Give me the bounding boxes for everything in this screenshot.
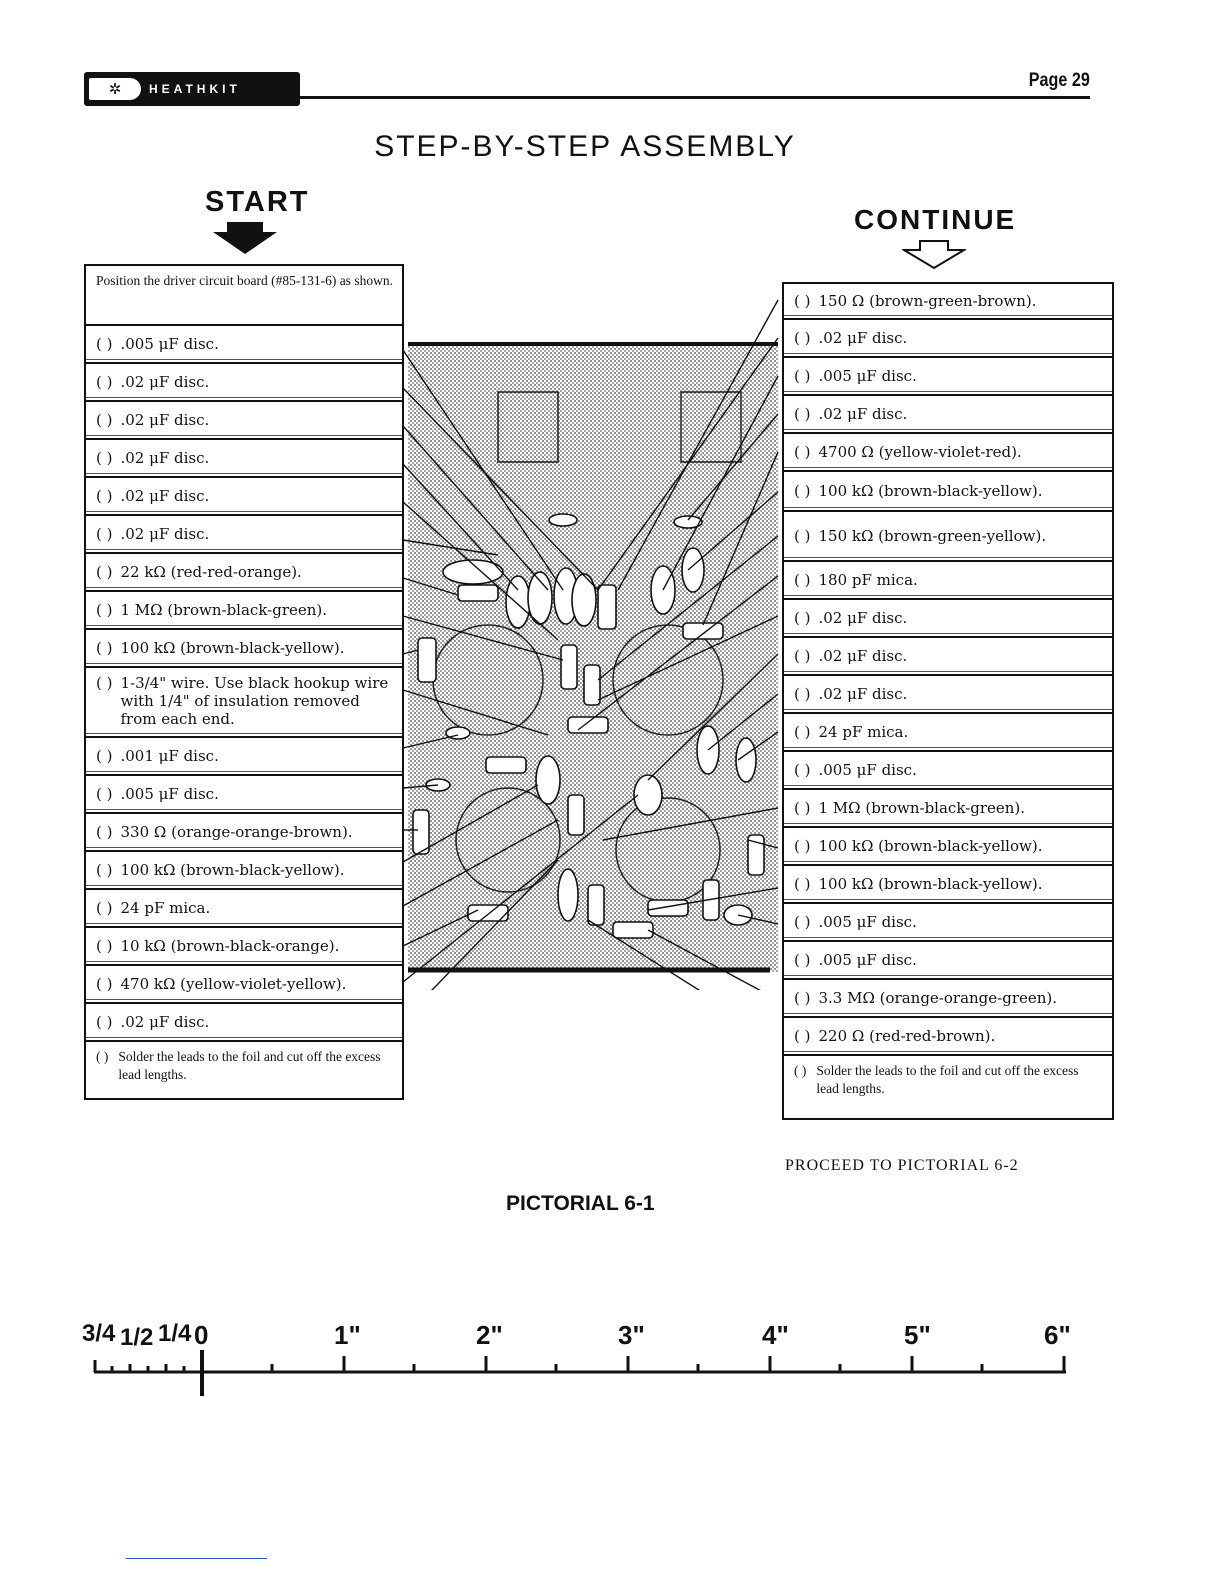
step-text: .005 μF disc.: [120, 785, 219, 803]
step-item[interactable]: [86, 592, 402, 630]
step-item[interactable]: [86, 364, 402, 402]
start-arrow-icon: [213, 222, 277, 254]
step-item[interactable]: [784, 942, 1112, 980]
atom-emblem-icon: ✲: [89, 78, 141, 100]
step-text: .005 μF disc.: [818, 367, 917, 385]
circuit-board-pictorial: [398, 260, 784, 990]
step-checkbox[interactable]: ( ): [794, 1027, 811, 1045]
step-text: 1 MΩ (brown-black-green).: [818, 799, 1026, 817]
step-item[interactable]: [784, 1056, 1112, 1120]
step-checkbox[interactable]: ( ): [794, 723, 811, 741]
step-text: 220 Ω (red-red-brown).: [818, 1027, 996, 1045]
ruler-inch-label: 0: [194, 1320, 209, 1350]
step-item[interactable]: [86, 668, 402, 738]
ruler-inch-label: 5": [904, 1320, 931, 1350]
ruler-fraction-label: 1/2: [120, 1324, 154, 1351]
step-checkbox[interactable]: ( ): [794, 482, 811, 500]
inch-ruler: [82, 1320, 1092, 1400]
step-text: .005 μF disc.: [120, 335, 219, 353]
step-item[interactable]: [86, 266, 402, 326]
step-item[interactable]: [784, 828, 1112, 866]
step-item[interactable]: [86, 478, 402, 516]
ruler-fraction-label: 3/4: [82, 1320, 116, 1347]
step-text: .02 μF disc.: [120, 449, 210, 467]
step-checkbox[interactable]: ( ): [96, 899, 113, 917]
step-checkbox[interactable]: ( ): [96, 861, 113, 879]
step-text: 3.3 MΩ (orange-orange-green).: [818, 989, 1058, 1007]
step-text: 100 kΩ (brown-black-yellow).: [120, 639, 345, 657]
step-item[interactable]: [86, 1004, 402, 1042]
continue-arrow-icon: [902, 240, 966, 270]
step-text: Solder the leads to the foil and cut off the excess lead lengths.: [118, 1049, 381, 1082]
step-item[interactable]: [784, 676, 1112, 714]
step-item[interactable]: [86, 402, 402, 440]
step-item[interactable]: [784, 320, 1112, 358]
step-text: 470 kΩ (yellow-violet-yellow).: [120, 975, 347, 993]
step-text: 150 Ω (brown-green-brown).: [818, 292, 1037, 310]
step-item[interactable]: [86, 928, 402, 966]
page-title: STEP-BY-STEP ASSEMBLY: [374, 130, 796, 163]
ruler-inch-label: 1": [334, 1320, 361, 1350]
step-item[interactable]: [86, 966, 402, 1004]
step-item[interactable]: [784, 752, 1112, 790]
step-checkbox[interactable]: ( ): [96, 823, 113, 841]
step-text: .02 μF disc.: [818, 329, 908, 347]
step-text: .02 μF disc.: [120, 373, 210, 391]
step-item[interactable]: [784, 562, 1112, 600]
step-item[interactable]: [784, 396, 1112, 434]
step-item[interactable]: [86, 630, 402, 668]
step-text: Solder the leads to the foil and cut off the excess lead lengths.: [816, 1063, 1079, 1096]
step-checkbox[interactable]: ( ): [794, 761, 811, 779]
step-item[interactable]: [86, 1042, 402, 1100]
step-text: .02 μF disc.: [120, 411, 210, 429]
step-checkbox[interactable]: ( ): [96, 449, 113, 467]
step-checkbox[interactable]: ( ): [794, 1063, 807, 1078]
step-item[interactable]: [86, 814, 402, 852]
step-text: 1 MΩ (brown-black-green).: [120, 601, 328, 619]
step-text: 100 kΩ (brown-black-yellow).: [818, 482, 1043, 500]
step-text: 100 kΩ (brown-black-yellow).: [818, 837, 1043, 855]
step-item[interactable]: [784, 790, 1112, 828]
step-checkbox[interactable]: ( ): [96, 1049, 109, 1064]
pictorial-caption: PICTORIAL 6-1: [506, 1192, 655, 1215]
step-text: .02 μF disc.: [818, 405, 908, 423]
step-text: .02 μF disc.: [120, 487, 210, 505]
step-checkbox[interactable]: ( ): [96, 487, 113, 505]
step-item[interactable]: [86, 852, 402, 890]
step-item[interactable]: [86, 440, 402, 478]
step-text: 10 kΩ (brown-black-orange).: [120, 937, 340, 955]
step-item[interactable]: [784, 980, 1112, 1018]
header-rule: [296, 96, 1090, 99]
step-text: 180 pF mica.: [818, 571, 918, 589]
step-item[interactable]: [784, 512, 1112, 562]
step-text: .001 μF disc.: [120, 747, 219, 765]
brand-name: HEATHKIT: [149, 82, 241, 96]
step-item[interactable]: [86, 326, 402, 364]
bottom-link-rule: [126, 1558, 267, 1559]
step-checkbox[interactable]: ( ): [794, 913, 811, 931]
step-text: 22 kΩ (red-red-orange).: [120, 563, 302, 581]
step-checkbox[interactable]: ( ): [794, 609, 811, 627]
step-text: .02 μF disc.: [120, 525, 210, 543]
step-checkbox[interactable]: ( ): [794, 837, 811, 855]
step-checkbox[interactable]: ( ): [794, 647, 811, 665]
proceed-note: PROCEED TO PICTORIAL 6-2: [785, 1157, 1019, 1174]
step-item[interactable]: [784, 638, 1112, 676]
step-checkbox[interactable]: ( ): [794, 571, 811, 589]
ruler-inch-label: 3": [618, 1320, 645, 1350]
step-checkbox[interactable]: ( ): [794, 799, 811, 817]
step-checkbox[interactable]: ( ): [794, 292, 811, 310]
step-checkbox[interactable]: ( ): [794, 405, 811, 423]
step-item[interactable]: [784, 434, 1112, 472]
step-item[interactable]: [784, 904, 1112, 942]
step-text: 24 pF mica.: [120, 899, 211, 917]
step-item[interactable]: [784, 866, 1112, 904]
step-checkbox[interactable]: ( ): [794, 367, 811, 385]
left-steps-column: [84, 264, 404, 1100]
ruler-fraction-label: 1/4: [158, 1320, 192, 1347]
step-checkbox[interactable]: ( ): [96, 411, 113, 429]
step-text: 100 kΩ (brown-black-yellow).: [818, 875, 1043, 893]
step-text: 1-3/4" wire. Use black hookup wire with 1/4" of insulation removed from each end.: [120, 674, 389, 728]
step-checkbox[interactable]: ( ): [96, 639, 113, 657]
step-checkbox[interactable]: ( ): [794, 443, 811, 461]
step-text: 330 Ω (orange-orange-brown).: [120, 823, 353, 841]
step-checkbox[interactable]: ( ): [96, 975, 113, 993]
ruler-inch-label: 6": [1044, 1320, 1071, 1350]
step-text: .005 μF disc.: [818, 951, 917, 969]
step-checkbox[interactable]: ( ): [96, 525, 113, 543]
step-text: 150 kΩ (brown-green-yellow).: [818, 527, 1047, 545]
page-number: Page 29: [1028, 70, 1090, 91]
step-checkbox[interactable]: ( ): [96, 601, 113, 619]
step-text: .005 μF disc.: [818, 761, 917, 779]
step-checkbox[interactable]: ( ): [794, 685, 811, 703]
step-checkbox[interactable]: ( ): [794, 875, 811, 893]
step-text: .02 μF disc.: [120, 1013, 210, 1031]
step-text: .02 μF disc.: [818, 685, 908, 703]
step-text: 24 pF mica.: [818, 723, 909, 741]
step-checkbox[interactable]: ( ): [794, 951, 811, 969]
step-item[interactable]: [86, 776, 402, 814]
step-text: 100 kΩ (brown-black-yellow).: [120, 861, 345, 879]
step-checkbox[interactable]: ( ): [96, 373, 113, 391]
step-text: .005 μF disc.: [818, 913, 917, 931]
heathkit-logo: [84, 72, 300, 106]
step-checkbox[interactable]: ( ): [794, 527, 811, 545]
step-item[interactable]: [784, 1018, 1112, 1056]
step-checkbox[interactable]: ( ): [96, 563, 113, 581]
step-checkbox[interactable]: ( ): [794, 989, 811, 1007]
step-item[interactable]: [784, 358, 1112, 396]
step-text: Position the driver circuit board (#85-131-6) as shown.: [96, 273, 393, 288]
right-steps-column: [782, 282, 1114, 1120]
step-checkbox[interactable]: ( ): [96, 747, 113, 765]
board-outline: [408, 344, 778, 972]
step-item[interactable]: [86, 890, 402, 928]
ruler-inch-label: 2": [476, 1320, 503, 1350]
step-item[interactable]: [86, 738, 402, 776]
step-item[interactable]: [86, 554, 402, 592]
step-item[interactable]: [784, 284, 1112, 320]
step-item[interactable]: [784, 714, 1112, 752]
step-item[interactable]: [784, 472, 1112, 512]
continue-label: CONTINUE: [854, 204, 1017, 235]
step-checkbox[interactable]: ( ): [96, 937, 113, 955]
step-checkbox[interactable]: ( ): [96, 785, 113, 803]
step-checkbox[interactable]: ( ): [96, 335, 113, 353]
step-text: 4700 Ω (yellow-violet-red).: [818, 443, 1022, 461]
ruler-scale: [82, 1350, 1082, 1398]
ruler-inch-label: 4": [762, 1320, 789, 1350]
step-item[interactable]: [784, 600, 1112, 638]
step-checkbox[interactable]: ( ): [96, 674, 113, 692]
start-label: START: [205, 186, 310, 218]
step-checkbox[interactable]: ( ): [794, 329, 811, 347]
step-checkbox[interactable]: ( ): [96, 1013, 113, 1031]
step-item[interactable]: [86, 516, 402, 554]
step-text: .02 μF disc.: [818, 609, 908, 627]
step-text: .02 μF disc.: [818, 647, 908, 665]
